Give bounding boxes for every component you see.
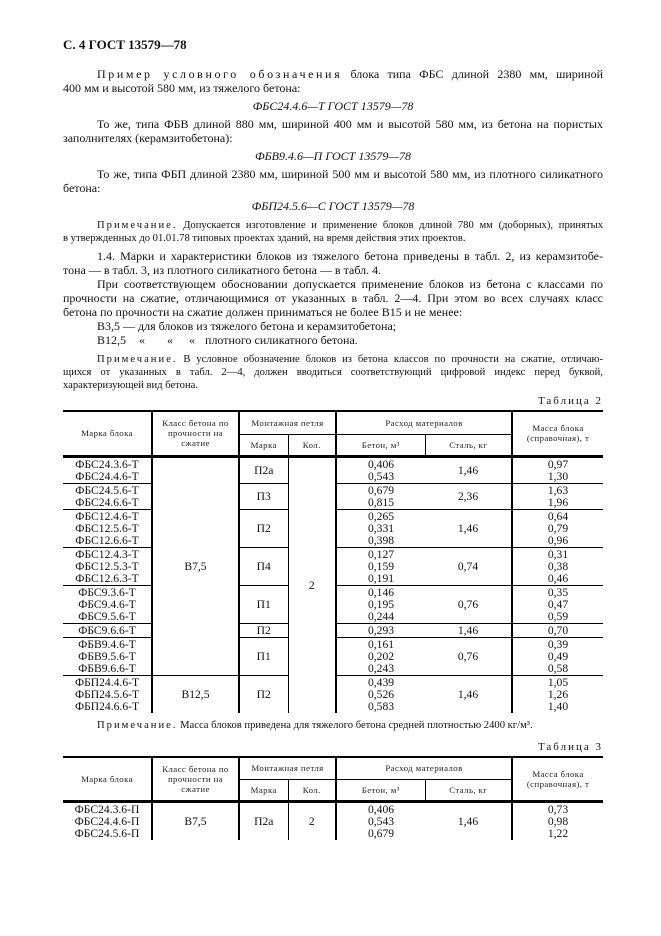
block-mark-line: ФБС9.3.6-Т <box>78 585 136 599</box>
document-page <box>63 0 603 840</box>
block-mark-line: ФБС12.6.3-Т <box>75 571 139 585</box>
block-mass-line: 1,40 <box>547 699 569 713</box>
loop-mark: П2а <box>239 802 288 841</box>
block-mark-line: ФБП24.4.6-Т <box>74 675 140 689</box>
loop-mark: П3 <box>239 483 288 509</box>
block-mass-line: 1,05 <box>547 675 569 689</box>
block-mark <box>63 802 152 841</box>
concrete-volume-line: 0,679 <box>367 483 395 497</box>
column-header-consumption: Расход материалов <box>336 411 512 434</box>
block-mark <box>63 637 152 675</box>
block-mark-line: ФБС12.4.3-Т <box>75 547 139 561</box>
block-mark <box>63 547 152 585</box>
block-mass <box>512 585 603 623</box>
block-mass-line: 0,31 <box>547 547 569 561</box>
column-header-loop: Монтажная петля <box>239 411 336 434</box>
block-mass <box>512 456 603 483</box>
block-mark-line: ФБС9.4.6-Т <box>78 597 136 611</box>
block-mass <box>512 637 603 675</box>
block-mass-line: 0,70 <box>547 623 569 637</box>
block-mass-line: 0,98 <box>547 815 569 828</box>
concrete-volume <box>336 547 425 585</box>
concrete-volume-line: 0,439 <box>367 675 395 689</box>
concrete-volume <box>336 456 425 483</box>
table-row <box>63 802 603 841</box>
column-header-loop-qty: Кол. <box>288 780 336 802</box>
steel-weight: 1,46 <box>425 623 512 637</box>
block-mass-line: 0,46 <box>547 571 569 585</box>
block-mark-line: ФБС24.4.6-Т <box>75 469 139 483</box>
table-2 <box>63 410 603 713</box>
block-mark-line: ФБС9.5.6-Т <box>78 609 136 623</box>
steel-weight: 2,36 <box>425 483 512 509</box>
block-mass-line: 0,64 <box>547 509 569 523</box>
loop-mark: П2а <box>239 456 288 483</box>
block-mass-line: 0,58 <box>547 661 569 675</box>
loop-mark: П1 <box>239 585 288 623</box>
concrete-volume <box>336 637 425 675</box>
block-mark-line: ФБВ9.6.6-Т <box>78 661 136 675</box>
concrete-class: В7,5 <box>152 456 239 675</box>
column-header-loop-qty: Кол. <box>288 434 336 456</box>
loop-mark: П1 <box>239 637 288 675</box>
designation-example-3: ФБП24.5.6—С ГОСТ 13579—78 <box>251 199 415 213</box>
block-mark <box>63 509 152 547</box>
block-mark-line: ФБС12.4.6-Т <box>75 509 139 523</box>
class-b35: В3,5 — для блоков из тяжелого бетона и керамзитобетона; <box>97 319 397 333</box>
column-header-mark: Марка блока <box>63 757 152 802</box>
block-mark-line: ФБС12.5.6-Т <box>75 521 139 535</box>
concrete-volume-line: 0,159 <box>367 559 395 573</box>
block-mark-line: ФБП24.5.6-Т <box>74 687 140 701</box>
concrete-volume-line: 0,815 <box>367 495 395 509</box>
loop-qty: 2 <box>288 456 336 713</box>
steel-weight: 1,46 <box>425 802 512 841</box>
block-mass-line: 0,96 <box>547 533 569 547</box>
concrete-volume-line: 0,202 <box>367 649 395 663</box>
block-mass-line: 0,49 <box>547 649 569 663</box>
concrete-volume-line: 0,146 <box>367 585 395 599</box>
block-mark <box>63 623 152 637</box>
concrete-volume-line: 0,331 <box>367 521 395 535</box>
column-header-class: Класс бетона по прочности на сжатие <box>152 757 239 802</box>
concrete-volume-line: 0,406 <box>367 457 395 471</box>
concrete-volume-line: 0,243 <box>367 661 395 675</box>
concrete-volume <box>336 483 425 509</box>
block-mark-line: ФБС12.5.3-Т <box>75 559 139 573</box>
concrete-volume <box>336 585 425 623</box>
block-mark <box>63 483 152 509</box>
page-header: С. 4 ГОСТ 13579—78 <box>63 37 187 52</box>
block-mass <box>512 802 603 841</box>
loop-mark: П4 <box>239 547 288 585</box>
block-mass <box>512 483 603 509</box>
concrete-class: В7,5 <box>152 802 239 841</box>
block-mass-line: 1,26 <box>547 687 569 701</box>
steel-weight: 1,46 <box>425 675 512 713</box>
column-header-consumption: Расход материалов <box>336 757 512 780</box>
column-header-loop-mark: Марка <box>239 780 288 802</box>
loop-qty: 2 <box>288 802 336 841</box>
loop-mark: П2 <box>239 623 288 637</box>
concrete-volume-line: 0,406 <box>367 803 395 816</box>
block-mark-line: ФБС9.6.6-Т <box>78 623 136 637</box>
steel-weight: 1,46 <box>425 509 512 547</box>
table-3 <box>63 756 603 841</box>
block-mark-line: ФБС24.6.6-Т <box>75 495 139 509</box>
table-2-caption: Таблица 2 <box>537 395 603 407</box>
block-mass-line: 0,79 <box>547 521 569 535</box>
block-mass-line: 1,63 <box>547 483 569 497</box>
block-mass <box>512 509 603 547</box>
header-row <box>63 411 603 434</box>
block-mark-line: ФБС24.5.6-П <box>74 827 140 840</box>
column-header-concrete: Бетон, м³ <box>336 780 425 802</box>
concrete-volume-line: 0,161 <box>367 637 395 651</box>
column-header-steel: Сталь, кг <box>425 780 512 802</box>
block-mass-line: 1,96 <box>547 495 569 509</box>
steel-weight: 0,76 <box>425 585 512 623</box>
concrete-class: В12,5 <box>152 675 239 713</box>
column-header-class: Класс бетона по прочности на сжатие <box>152 411 239 456</box>
block-mass-line: 0,35 <box>547 585 569 599</box>
concrete-volume-line: 0,195 <box>367 597 395 611</box>
concrete-volume-line: 0,583 <box>367 699 395 713</box>
block-mark <box>63 585 152 623</box>
concrete-volume-line: 0,679 <box>367 827 395 840</box>
block-mark-line: ФБП24.6.6-Т <box>74 699 140 713</box>
concrete-volume <box>336 675 425 713</box>
steel-weight: 0,76 <box>425 637 512 675</box>
block-mark-line: ФБВ9.4.6-Т <box>78 637 136 651</box>
concrete-volume <box>336 509 425 547</box>
header-row <box>63 757 603 780</box>
block-mass-line: 0,59 <box>547 609 569 623</box>
block-mark-line: ФБС24.4.6-П <box>74 815 140 828</box>
concrete-volume-line: 0,398 <box>367 533 395 547</box>
block-mass-line: 0,38 <box>547 559 569 573</box>
concrete-volume-line: 0,543 <box>367 469 395 483</box>
concrete-volume <box>336 623 425 637</box>
block-mass <box>512 623 603 637</box>
concrete-volume-line: 0,293 <box>367 623 395 637</box>
column-header-mass: Масса блока (справочная), т <box>512 411 603 456</box>
example-paragraph: Пример условного обозначения блока типа ФБС длиной 2380 мм, шириной 400 мм и высотой 580 мм, из тяжелого бетона: <box>63 67 604 95</box>
concrete-volume-line: 0,191 <box>367 571 395 585</box>
class-b125: В12,5 « « « плотного силикатного бетона. <box>97 333 358 347</box>
paragraph-1-4: 1.4. Марки и характеристики блоков из тяжелого бетона приведены в табл. 2, из керамзитобе- тона — в табл. 3, из плотного силикатного бетона — в табл. 4. При соответствующем обосновании допускается применение блоков из бетона с классами по прочности на сжатие, отличающимися от указанных в табл. 2—4. При этом во всех случаях класс бетона по прочности на сжатие должен приниматься не более В15 и не менее: В3,5 — для блоков из тяжелого бетона и керамзитобетона; В12,5 « « « плотного силикатного бетона. <box>63 249 603 347</box>
concrete-volume-line: 0,265 <box>367 509 395 523</box>
concrete-volume-line: 0,526 <box>367 687 395 701</box>
note-2: Примечание. В условное обозначение блоков из бетона классов по прочности на сжатие, отличаю- щихся от указанных в табл. 2—4, должен вводиться соответствующий цифровой индекс перед буквой, характеризующей вид бетона. <box>63 354 603 391</box>
column-header-mass: Масса блока (справочная), т <box>512 757 603 802</box>
block-mass-line: 0,97 <box>547 457 569 471</box>
designation-example-1: ФБС24.4.6—Т ГОСТ 13579—78 <box>252 99 414 113</box>
paragraph-fbp: То же, типа ФБП длиной 2380 мм, шириной 500 мм и высотой 580 мм, из плотного силикатного бетона: <box>63 167 603 195</box>
concrete-volume-line: 0,543 <box>367 815 395 828</box>
example-lead: Пример условного обозначения <box>97 67 343 81</box>
block-mark <box>63 675 152 713</box>
designation-example-2: ФБВ9.4.6—П ГОСТ 13579—78 <box>254 149 412 163</box>
column-header-loop-mark: Марка <box>239 434 288 456</box>
note-1: Примечание. Допускается изготовление и применение блоков длиной 780 мм (доборных), принятых в утвержденных до 01.01.78 типовых проектах зданий, на время действия этих проектов. <box>63 220 603 244</box>
column-header-mark: Марка блока <box>63 411 152 456</box>
paragraph-fbv: То же, типа ФБВ длиной 880 мм, шириной 400 мм и высотой 580 мм, из бетона на пористых заполнителях (керамзитобетона): <box>63 117 603 145</box>
steel-weight: 0,74 <box>425 547 512 585</box>
block-mass-line: 0,73 <box>547 803 569 816</box>
block-mark-line: ФБС24.5.6-Т <box>75 483 139 497</box>
concrete-volume <box>336 802 425 841</box>
concrete-volume-line: 0,244 <box>367 609 395 623</box>
column-header-loop: Монтажная петля <box>239 757 336 780</box>
block-mass-line: 0,39 <box>547 637 569 651</box>
block-mass <box>512 547 603 585</box>
concrete-volume-line: 0,127 <box>367 547 395 561</box>
block-mark-line: ФБВ9.5.6-Т <box>78 649 136 663</box>
block-mass-line: 1,30 <box>547 469 569 483</box>
block-mass <box>512 675 603 713</box>
table-3-caption: Таблица 3 <box>537 740 603 753</box>
block-mark-line: ФБС12.6.6-Т <box>75 533 139 547</box>
column-header-steel: Сталь, кг <box>425 434 512 456</box>
steel-weight: 1,46 <box>425 456 512 483</box>
loop-mark: П2 <box>239 675 288 713</box>
block-mass-line: 1,22 <box>547 827 569 840</box>
note-3: Примечание. Масса блоков приведена для тяжелого бетона средней плотностью 2400 кг/м³. <box>97 719 533 731</box>
column-header-concrete: Бетон, м³ <box>336 434 425 456</box>
block-mass-line: 0,47 <box>547 597 569 611</box>
table-row <box>63 456 603 483</box>
block-mark-line: ФБС24.3.6-П <box>74 803 140 816</box>
block-mark-line: ФБС24.3.6-Т <box>75 457 139 471</box>
loop-mark: П2 <box>239 509 288 547</box>
block-mark <box>63 456 152 483</box>
